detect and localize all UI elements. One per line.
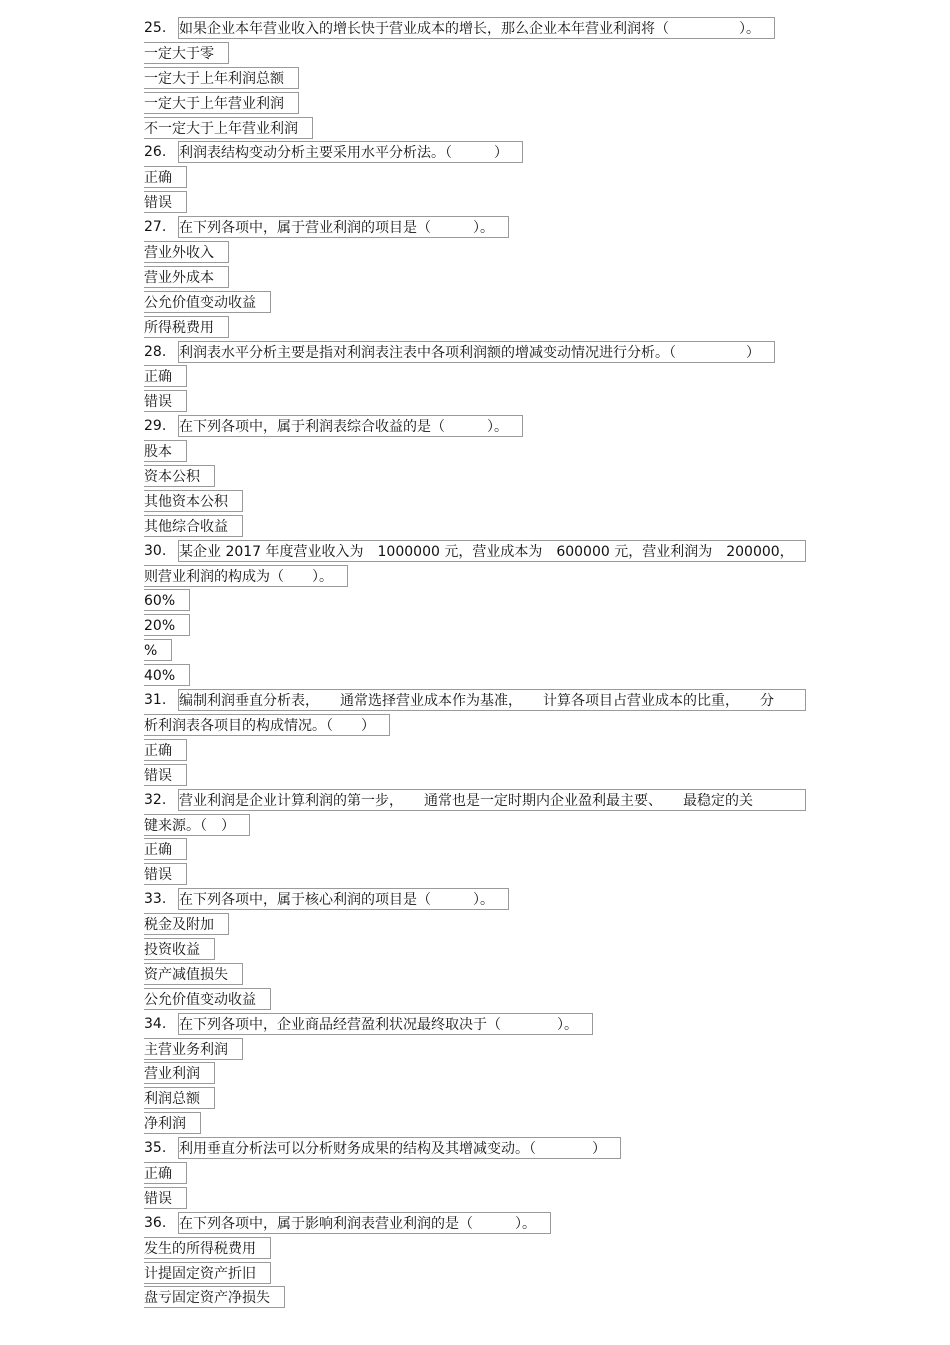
question-text-continued: 析利润表各项目的构成情况。（ ） (144, 714, 390, 736)
answer-option-label: 其他综合收益 (144, 515, 243, 537)
answer-option-label: % (144, 639, 172, 661)
answer-option[interactable] (144, 913, 806, 938)
answer-option-label: 资产减值损失 (144, 963, 243, 985)
answer-option-label: 营业外成本 (144, 266, 229, 288)
question-number: 27. (144, 219, 167, 236)
question-text: 利用垂直分析法可以分析财务成果的结构及其增减变动。（ ） (178, 1137, 621, 1159)
answer-option-label: 净利润 (144, 1112, 201, 1134)
answer-option-label: 发生的所得税费用 (144, 1237, 271, 1259)
answer-option-label: 所得税费用 (144, 316, 229, 338)
question-stem (144, 341, 806, 366)
answer-option-label: 正确 (144, 365, 187, 387)
question-text: 某企业 2017 年度营业收入为 1000000 元，营业成本为 600000 元，营业利润为 200000， (178, 540, 806, 562)
answer-option-label: 其他资本公积 (144, 490, 243, 512)
answer-option[interactable] (144, 515, 806, 540)
answer-option[interactable] (144, 963, 806, 988)
question-text: 在下列各项中，属于营业利润的项目是（ ）。 (178, 216, 509, 238)
answer-option-label: 营业利润 (144, 1062, 215, 1084)
answer-option[interactable] (144, 67, 806, 92)
answer-option-label: 利润总额 (144, 1087, 215, 1109)
question-stem (144, 415, 806, 440)
question-stem (144, 17, 806, 42)
question-number: 32. (144, 791, 167, 808)
question-number: 31. (144, 692, 167, 709)
answer-option[interactable] (144, 1237, 806, 1262)
answer-option[interactable] (144, 266, 806, 291)
answer-option[interactable] (144, 241, 806, 266)
question-stem-continued (144, 814, 806, 839)
answer-option-label: 资本公积 (144, 465, 215, 487)
answer-option[interactable] (144, 863, 806, 888)
answer-option-label: 正确 (144, 1162, 187, 1184)
question-number: 36. (144, 1214, 167, 1231)
answer-option-label: 计提固定资产折旧 (144, 1262, 271, 1284)
question-text-continued: 则营业利润的构成为（ ）。 (144, 565, 348, 587)
answer-option-label: 错误 (144, 764, 187, 786)
question-stem (144, 1212, 806, 1237)
answer-option-label: 税金及附加 (144, 913, 229, 935)
question-number: 29. (144, 418, 167, 435)
question-text: 编制利润垂直分析表， 通常选择营业成本作为基准， 计算各项目占营业成本的比重， 分 (178, 689, 806, 711)
question-text: 利润表结构变动分析主要采用水平分析法。（ ） (178, 141, 523, 163)
answer-option-label: 公允价值变动收益 (144, 988, 271, 1010)
answer-option-label: 一定大于零 (144, 42, 229, 64)
question-text: 在下列各项中，企业商品经营盈利状况最终取决于（ ）。 (178, 1013, 593, 1035)
answer-option[interactable] (144, 1038, 806, 1063)
question-number: 34. (144, 1015, 167, 1032)
question-text: 在下列各项中，属于影响利润表营业利润的是（ ）。 (178, 1212, 551, 1234)
answer-option[interactable] (144, 639, 806, 664)
answer-option-label: 错误 (144, 390, 187, 412)
question-number: 33. (144, 891, 167, 908)
answer-option-label: 错误 (144, 191, 187, 213)
answer-option[interactable] (144, 166, 806, 191)
answer-option[interactable] (144, 664, 806, 689)
answer-option-label: 公允价值变动收益 (144, 291, 271, 313)
answer-option[interactable] (144, 1087, 806, 1112)
answer-option[interactable] (144, 1286, 806, 1311)
answer-option-label: 正确 (144, 739, 187, 761)
answer-option[interactable] (144, 42, 806, 67)
answer-option-label: 一定大于上年利润总额 (144, 67, 299, 89)
answer-option[interactable] (144, 614, 806, 639)
answer-option[interactable] (144, 117, 806, 142)
answer-option[interactable] (144, 365, 806, 390)
answer-option[interactable] (144, 465, 806, 490)
answer-option-label: 投资收益 (144, 938, 215, 960)
answer-option-label: 错误 (144, 1187, 187, 1209)
answer-option[interactable] (144, 440, 806, 465)
question-number: 26. (144, 144, 167, 161)
answer-option[interactable] (144, 316, 806, 341)
answer-option[interactable] (144, 291, 806, 316)
answer-option[interactable] (144, 1062, 806, 1087)
answer-option[interactable] (144, 1112, 806, 1137)
answer-option[interactable] (144, 92, 806, 117)
answer-option-label: 不一定大于上年营业利润 (144, 117, 313, 139)
answer-option[interactable] (144, 739, 806, 764)
answer-option-label: 40% (144, 664, 190, 686)
answer-option[interactable] (144, 490, 806, 515)
answer-option[interactable] (144, 988, 806, 1013)
answer-option-label: 20% (144, 614, 190, 636)
question-number: 35. (144, 1140, 167, 1157)
question-text: 在下列各项中，属于核心利润的项目是（ ）。 (178, 888, 509, 910)
answer-option[interactable] (144, 589, 806, 614)
answer-option[interactable] (144, 390, 806, 415)
answer-option-label: 股本 (144, 440, 187, 462)
answer-option[interactable] (144, 191, 806, 216)
answer-option[interactable] (144, 838, 806, 863)
answer-option-label: 一定大于上年营业利润 (144, 92, 299, 114)
question-document (144, 17, 806, 1311)
answer-option[interactable] (144, 938, 806, 963)
question-text: 如果企业本年营业收入的增长快于营业成本的增长，那么企业本年营业利润将（ ）。 (178, 17, 775, 39)
question-stem (144, 789, 806, 814)
question-stem-continued (144, 714, 806, 739)
question-stem (144, 216, 806, 241)
question-stem (144, 1137, 806, 1162)
answer-option-label: 正确 (144, 166, 187, 188)
answer-option[interactable] (144, 764, 806, 789)
answer-option[interactable] (144, 1262, 806, 1287)
answer-option-label: 正确 (144, 838, 187, 860)
question-stem (144, 888, 806, 913)
answer-option[interactable] (144, 1187, 806, 1212)
question-stem (144, 1013, 806, 1038)
question-stem-continued (144, 565, 806, 590)
answer-option-label: 60% (144, 589, 190, 611)
question-number: 25. (144, 20, 167, 36)
answer-option-label: 主营业务利润 (144, 1038, 243, 1060)
question-stem (144, 540, 806, 565)
question-number: 30. (144, 542, 167, 559)
question-stem (144, 141, 806, 166)
answer-option-label: 错误 (144, 863, 187, 885)
question-number: 28. (144, 343, 167, 360)
answer-option-label: 营业外收入 (144, 241, 229, 263)
question-text-continued: 键来源。（ ） (144, 814, 250, 836)
answer-option-label: 盘亏固定资产净损失 (144, 1286, 285, 1308)
question-stem (144, 689, 806, 714)
question-text: 在下列各项中，属于利润表综合收益的是（ ）。 (178, 415, 523, 437)
answer-option[interactable] (144, 1162, 806, 1187)
question-text: 利润表水平分析主要是指对利润表注表中各项利润额的增减变动情况进行分析。（ ） (178, 341, 775, 363)
question-text: 营业利润是企业计算利润的第一步， 通常也是一定时期内企业盈利最主要、 最稳定的关 (178, 789, 806, 811)
